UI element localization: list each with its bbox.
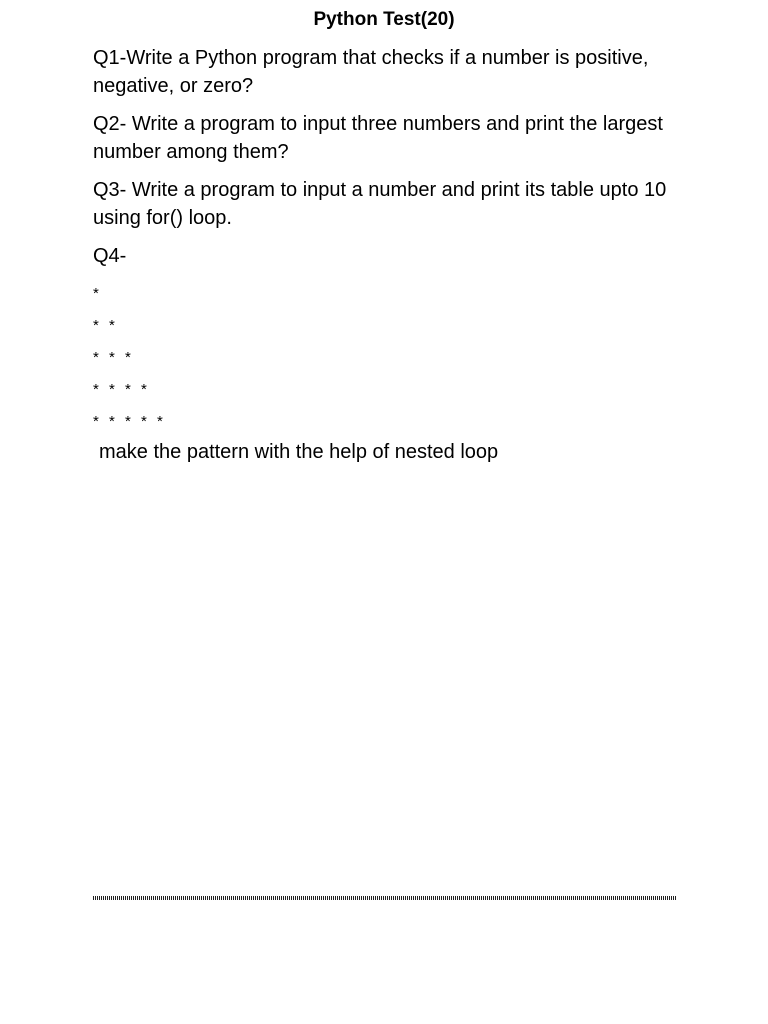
document-body [93,44,683,466]
dotted-separator-line [93,896,676,900]
pattern-row-5: * * * * * [93,413,166,430]
question-3: Q3- Write a program to input a number and print its table upto 10 using for() loop. [93,179,667,229]
question-2: Q2- Write a program to input three numbers and print the largest number among them? [93,113,663,163]
pattern-row-4: * * * * [93,381,150,398]
question-4-label: Q4- [93,245,127,267]
star-pattern [93,278,683,438]
question-1: Q1-Write a Python program that checks if a number is positive, negative, or zero? [93,47,649,97]
pattern-row-2: * * [93,317,118,334]
pattern-row-1: * [93,285,102,302]
question-4-instruction: make the pattern with the help of nested loop [99,441,499,463]
document-title: Python Test(20) [313,9,455,30]
pattern-row-3: * * * [93,349,134,366]
